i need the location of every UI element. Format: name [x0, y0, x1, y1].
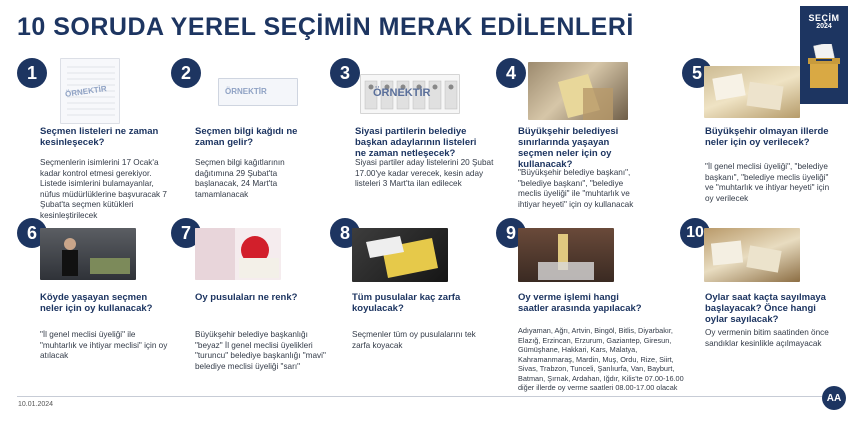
- question-text: Oy pusulaları ne renk?: [195, 292, 298, 303]
- footer-divider: [17, 396, 824, 397]
- answer-text: "İl genel meclisi üyeliği" ile "muhtarlık ve ihtiyar meclisi" için oy atılacak: [40, 330, 168, 360]
- stamp-text: ÖRNEKTİR: [64, 84, 108, 99]
- stamp-text: ÖRNEKTİR: [225, 87, 267, 96]
- item-number: 8: [330, 218, 360, 248]
- question-text: Seçmen bilgi kağıdı ne zaman gelir?: [195, 126, 298, 148]
- answer-text: Oy vermenin bitim saatinden önce sandıklar kesinlikle açılmayacak: [705, 328, 829, 348]
- voting-envelope-photo: [528, 62, 628, 120]
- question-text: Siyasi partilerin belediye başkan adaylarının listeleri ne zaman netleşecek?: [355, 126, 477, 159]
- envelope-photo: [352, 228, 448, 282]
- question-text: Oy verme işlemi hangi saatler arasında yapılacak?: [518, 292, 642, 314]
- answer-text: "Büyükşehir belediye başkanı", "belediye başkanı", "belediye meclis üyeliği" ile "muhtarlık ve ihtiyar heyeti" için oy kullanacak: [518, 168, 634, 209]
- question-text: Tüm pusulalar kaç zarfa koyulacak?: [352, 292, 461, 314]
- aa-logo: AA: [822, 386, 846, 410]
- item-number: 4: [496, 58, 526, 88]
- answer-text: Seçmen bilgi kağıtlarının dağıtımına 29 Şubat'ta başlanacak, 24 Mart'ta tamamlanacak: [195, 158, 285, 199]
- badge-label: SEÇİM: [808, 13, 840, 23]
- answer-text: Siyasi partiler aday listelerini 20 Şubat 17.00'ye kadar verecek, kesin aday listeleri 3 Mart'ta ilan edilecek: [355, 158, 494, 188]
- election-badge: [800, 6, 848, 104]
- answer-text: Seçmenler tüm oy pusulalarını tek zarfa koyacak: [352, 330, 476, 350]
- item-number: 10: [680, 218, 710, 248]
- question-text: Büyükşehir olmayan illerde neler için oy verilecek?: [705, 126, 829, 148]
- item-number: 6: [17, 218, 47, 248]
- item-number: 2: [171, 58, 201, 88]
- page-title: 10 SORUDA YEREL SEÇİMİN MERAK EDİLENLERİ: [17, 13, 634, 41]
- publish-date: 10.01.2024: [18, 401, 54, 408]
- vote-counting-photo: [704, 228, 800, 282]
- item-number: 1: [17, 58, 47, 88]
- ballot-paper-image: [360, 74, 460, 114]
- colored-ballots-photo: [195, 228, 281, 280]
- answer-text: Seçmenlerin isimlerini 17 Ocak'a kadar kontrol etmesi gerekiyor. Listede isimlerini bulamayanlar, nüfus müdürlüklerine başvuracak 7 Şubat'ta seçmen kütükleri kesinleştirilecek: [40, 158, 167, 220]
- voter-info-slip-image: [218, 78, 298, 106]
- answer-text: Büyükşehir belediye başkanlığı "beyaz" İl genel meclisi üyelikleri "turuncu" belediye başkanlığı "mavi" belediye meclisi üyeliği "sarı": [195, 330, 326, 371]
- item-number: 3: [330, 58, 360, 88]
- question-text: Oylar saat kaçta sayılmaya başlayacak? Önce hangi oylar sayılacak?: [705, 292, 826, 325]
- stamp-text: ÖRNEKTİR: [373, 87, 431, 99]
- item-number: 7: [171, 218, 201, 248]
- answer-text: "İl genel meclisi üyeliği", "belediye başkanı", "belediye meclis üyeliği" ve "muhtarlık ve ihtiyar heyeti" için oy verilecek: [705, 162, 830, 203]
- badge-year: 2024: [816, 23, 832, 30]
- item-number: 5: [682, 58, 712, 88]
- answer-text: Adıyaman, Ağrı, Artvin, Bingöl, Bitlis, Diyarbakır, Elazığ, Erzincan, Erzurum, Gaziantep, Giresun, Gümüşhane, Hakkari, Kars, Malatya, Kahramanmaraş, Mardin, Muş, Ordu, Rize, Siirt, Sivas, Trabzon, Tunceli, Şanlıurfa, Van, Bayburt, Batman, Şırnak, Ardahan, Iğdır, Kilis'te 07.00-16.00 diğer illerde oy verme saatleri 08.00-17.00 olacak: [518, 326, 684, 392]
- question-text: Köyde yaşayan seçmen neler için oy kullanacak?: [40, 292, 153, 314]
- question-text: Büyükşehir belediyesi sınırlarında yaşayan seçmen neler için oy kullanacak?: [518, 126, 619, 170]
- ballot-box-photo: [518, 228, 614, 282]
- question-text: Seçmen listeleri ne zaman kesinleşecek?: [40, 126, 159, 148]
- ballot-box-icon: [806, 44, 842, 94]
- village-voters-photo: [40, 228, 136, 280]
- voter-list-image: [60, 58, 120, 124]
- ballot-papers-photo: [704, 66, 800, 118]
- item-number: 9: [496, 218, 526, 248]
